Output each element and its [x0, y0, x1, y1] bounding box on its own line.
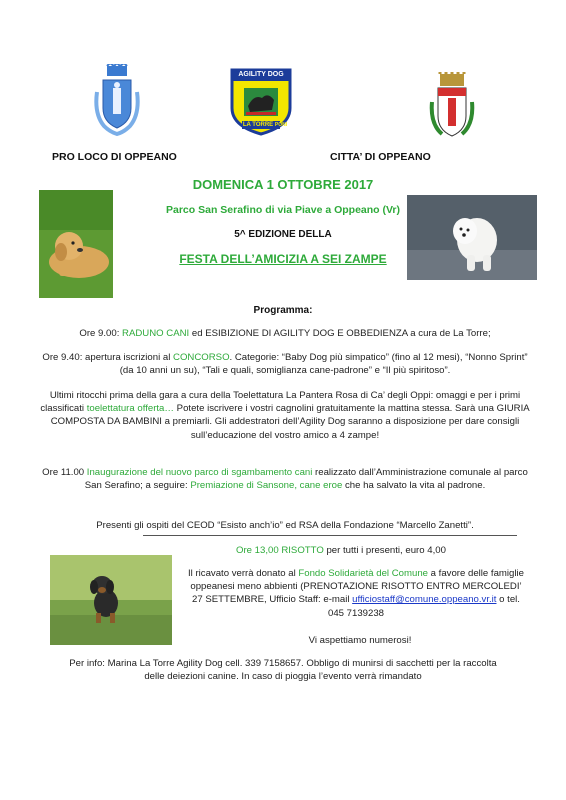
info-text: Per info: Marina La Torre Agility Dog cell. 339 7158657. Obbligo di munirsi di sacchetti per la raccolta delle deiezioni canine. In caso di pioggia l’evento verrà rimandato: [69, 658, 497, 683]
divider: [143, 535, 517, 536]
program-item-5: Presenti gli ospiti del CEOD “Esisto anch’io” ed RSA della Fondazione “Marcello Zanetti”.: [96, 520, 474, 531]
logo-top-text: AGILITY DOG: [238, 71, 284, 78]
p4-time: Ore 11.00: [42, 467, 87, 478]
p4-highlight-2: Premiazione di Sansone, cane eroe: [190, 480, 343, 492]
closing-text: Vi aspettiamo numerosi!: [308, 635, 412, 646]
program-item-4: [40, 466, 530, 492]
p1-rest: ed ESIBIZIONE DI AGILITY DOG E OBBEDIENZA a cura de La Torre;: [189, 328, 491, 339]
program-title: Programma:: [253, 305, 313, 316]
pro-loco-crest-icon: [92, 64, 142, 136]
event-edition: 5^ EDIZIONE DELLA: [234, 229, 332, 240]
p1-highlight: RADUNO CANI: [122, 328, 190, 339]
p3-highlight: toelettatura offerta…: [86, 403, 174, 415]
donation-rest: a favore delle famiglie oppeanesi meno abbienti (PRENOTAZIONE RISOTTO ENTRO MERCOLEDI’ 27 SETTEMBRE, Ufficio Staff: e-mail: [190, 568, 524, 606]
p4-end: che ha salvato la vita al padrone.: [342, 480, 486, 492]
risotto-line: [236, 545, 536, 556]
right-org-label: CITTA’ DI OPPEANO: [330, 151, 431, 163]
p3-rest: Potete iscrivere i vostri cagnolini gratuitamente la mattina stessa. Sarà una GIURIA COMPOSTA DA BAMBINI a premiarli. Gli addestratori dell’Agility Dog saranno a disposizione per dare consigli sull’educazione del vostro amico a 4 zampe!: [50, 403, 530, 441]
event-date: DOMENICA 1 OTTOBRE 2017: [192, 177, 374, 192]
logo-bottom-text: LA TORRE: [242, 122, 274, 128]
p2-time: Ore 9.40: apertura iscrizioni al: [42, 352, 174, 363]
risotto-time: Ore 13,00 RISOTTO: [236, 545, 324, 556]
citta-crest-icon: [428, 72, 476, 140]
risotto-price: per tutti i presenti, euro 4,00: [323, 545, 446, 556]
p1-time: Ore 9.00:: [79, 328, 123, 339]
email-link[interactable]: ufficiostaff@comune.oppeano.vr.it: [352, 594, 497, 606]
program-item-3: [40, 389, 530, 442]
program-item-1: [40, 327, 530, 340]
p2-highlight: CONCORSO: [173, 352, 230, 363]
p3-start: Ultimi ritocchi prima della gara a cura della Toelettatura La Pantera Rosa di Ca’ degli Oppi: omaggi e per i primi classificati: [40, 390, 521, 415]
p4-mid: realizzato dall’Amministrazione comunale al parco San Serafino; a seguire:: [84, 467, 528, 492]
program-item-2: [40, 351, 530, 377]
donation-start: Il ricavato verrà donato al: [188, 568, 299, 579]
event-name: FESTA DELL’AMICIZIA A SEI ZAMPE: [179, 252, 387, 266]
p2-rest: . Categorie: “Baby Dog più simpatico” (fino al 12 mesi), “Nonno Sprint” (da 10 anni un su), “Tali e quali, somiglianza cane-padrone” e “Il più spiritoso”.: [119, 352, 528, 377]
p4-highlight: Inaugurazione del nuovo parco di sgambamento cani: [86, 467, 313, 478]
puppy-photo: [50, 555, 172, 645]
risotto-donation: [184, 567, 528, 620]
logo-small-text: PONI: [274, 122, 288, 128]
event-place: Parco San Serafino di via Piave a Oppeano (Vr): [166, 204, 400, 216]
donation-fund: Fondo Solidarietà del Comune: [298, 568, 428, 579]
left-org-label: PRO LOCO DI OPPEANO: [52, 151, 177, 163]
phone-text: o tel. 045 7139238: [327, 594, 520, 619]
